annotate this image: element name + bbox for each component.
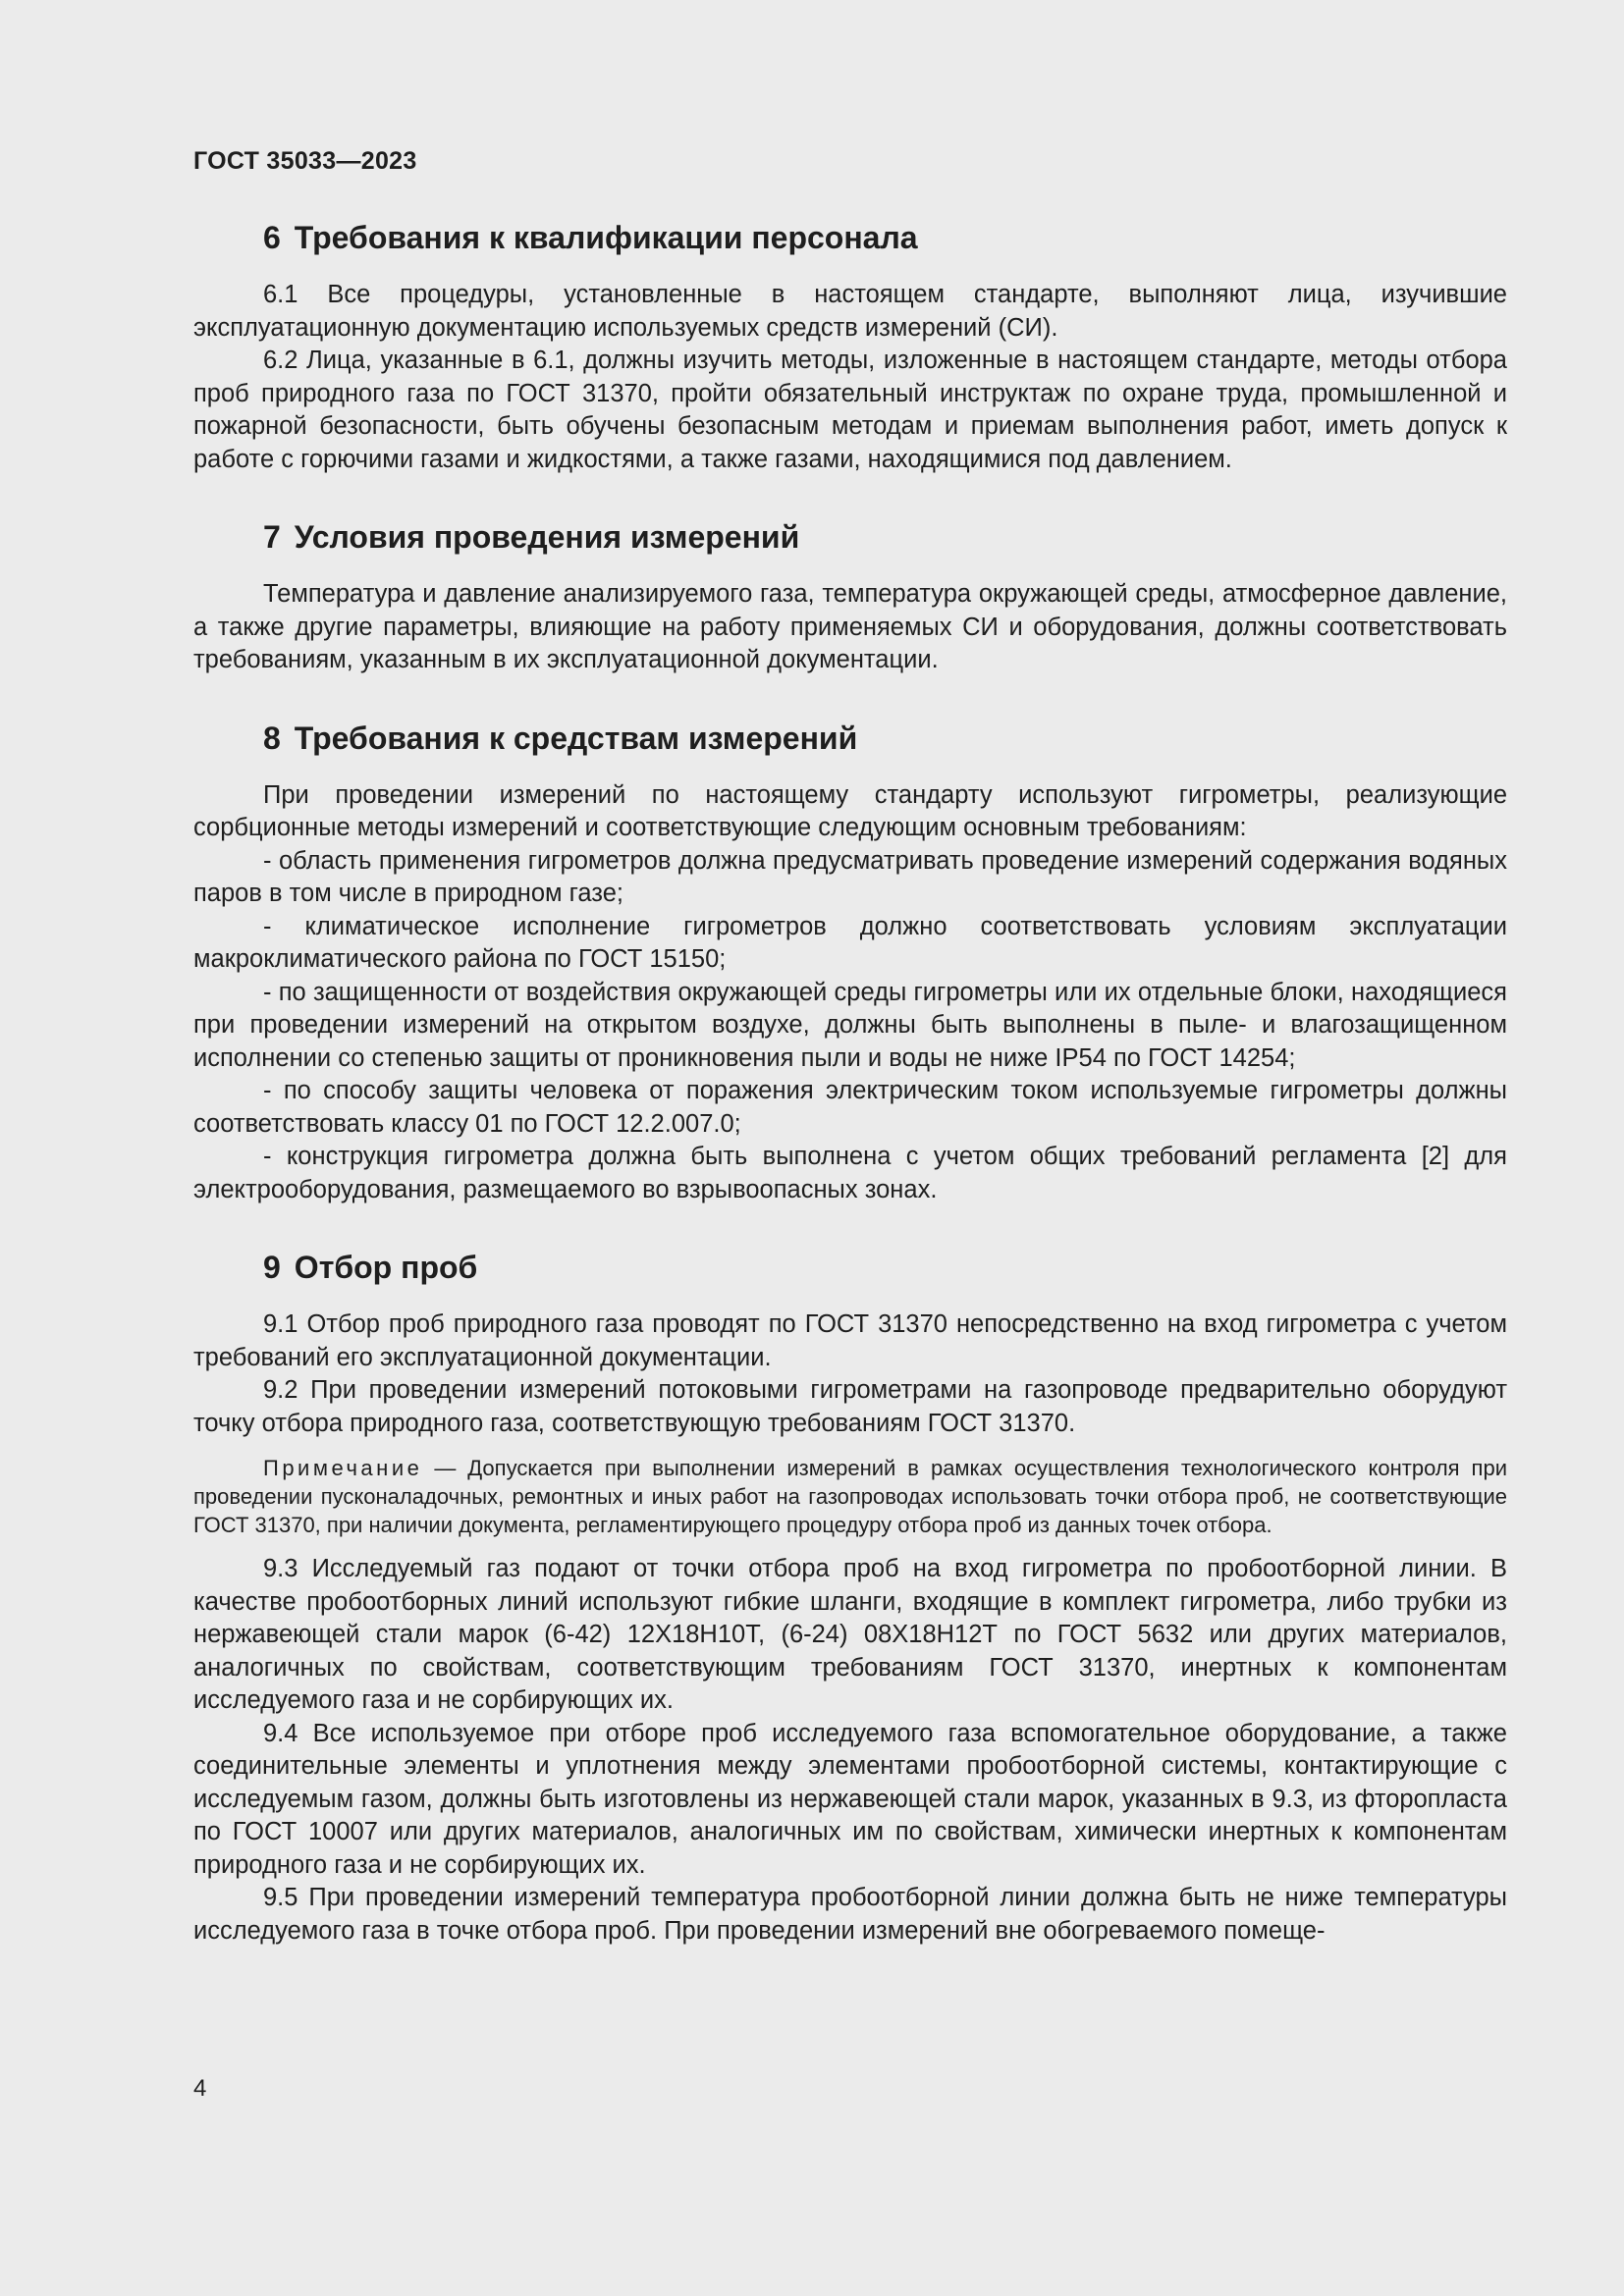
document-body [193,218,1507,1989]
paragraph-7: Температура и давление анализируемого газа, температура окружающей среды, атмосферное давление, а также другие параметры, влияющие на работу применяемых СИ и оборудования, должны соответствовать требованиям, указанным в их эксплуатационной документации. [193,580,1507,673]
paragraph-9-3: 9.3 Исследуемый газ подают от точки отбора проб на вход гигрометра по пробоотборной линии. В качестве пробоотборных линий используют гибкие шланги, входящие в комплект гигрометра, либо трубки из нержавеющей стали марок (6-42) 12Х18Н10Т, (6-24) 08Х18Н12Т по ГОСТ 5632 или других материалов, аналогичных по свойствам, соответствующим требованиям ГОСТ 31370, инертных к компонентам исследуемого газа и не сорбирующих их. [193,1555,1507,1714]
page-number: 4 [193,2075,207,2102]
list-item: - климатическое исполнение гигрометров должно соответствовать условиям эксплуатации макроклиматического района по ГОСТ 15150; [193,912,1507,973]
section-title: Отбор проб [294,1250,478,1285]
paragraph-8-intro: При проведении измерений по настоящему стандарту используют гигрометры, реализующие сорбционные методы измерений и соответствующие следующим основным требованиям: [193,780,1507,841]
paragraph-9-5: 9.5 При проведении измерений температура пробоотборной линии должна быть не ниже температуры исследуемого газа в точке отбора проб. При проведении измерений вне обогреваемого помеще- [193,1884,1507,1945]
paragraph-9-1: 9.1 Отбор проб природного газа проводят по ГОСТ 31370 непосредственно на вход гигрометра с учетом требований его эксплуатационной документации. [193,1310,1507,1371]
section-title: Требования к квалификации персонала [294,220,918,255]
section-number: 9 [263,1250,281,1285]
paragraph-6-1: 6.1 Все процедуры, установленные в настоящем стандарте, выполняют лица, изучившие эксплуатационную документацию используемых средств измерений (СИ). [193,281,1507,342]
document-header: ГОСТ 35033—2023 [193,147,417,175]
section-7-heading [193,517,1507,557]
list-item: - по способу защиты человека от поражения электрическим током используемые гигрометры должны соответствовать классу 01 по ГОСТ 12.2.007.0; [193,1077,1507,1138]
note-text: — Допускается при выполнении измерений в рамках осуществления технологического контроля при проведении пусконаладочных, ремонтных и иных работ на газопроводах использовать точки отбора проб, не соответствующие ГОСТ 31370, при наличии документа, регламентирующего процедуру отбора проб из данных точек отбора. [193,1456,1507,1537]
list-item: - конструкция гигрометра должна быть выполнена с учетом общих требований регламента [2] для электрооборудования, размещаемого во взрывоопасных зонах. [193,1143,1507,1203]
section-title: Условия проведения измерений [294,519,800,555]
section-9 [193,1248,1507,1948]
section-number: 7 [263,519,281,555]
list-item: - область применения гигрометров должна предусматривать проведение измерений содержания водяных паров в том числе в природном газе; [193,846,1507,907]
section-8-heading [193,719,1507,758]
section-title: Требования к средствам измерений [294,720,858,756]
section-6 [193,218,1507,476]
paragraph-6-2: 6.2 Лица, указанные в 6.1, должны изучить методы, изложенные в настоящем стандарте, методы отбора проб природного газа по ГОСТ 31370, пройти обязательный инструктаж по охране труда, промышленной и пожарной безопасности, быть обучены безопасным методам и приемам выполнения работ, иметь допуск к работе с горючими газами и жидкостями, а также газами, находящимися под давлением. [193,347,1507,473]
paragraph-9-2: 9.2 При проведении измерений потоковыми гигрометрами на газопроводе предварительно оборудуют точку отбора природного газа, соответствующую требованиям ГОСТ 31370. [193,1376,1507,1437]
note [193,1454,1507,1539]
section-8 [193,719,1507,1207]
list-item: - по защищенности от воздействия окружающей среды гигрометры или их отдельные блоки, находящиеся при проведении измерений на открытом воздухе, должны быть выполнены в пыле- и влагозащищенном исполнении со степенью защиты от проникновения пыли и воды не ниже IP54 по ГОСТ 14254; [193,978,1507,1072]
section-6-heading [193,218,1507,257]
section-number: 6 [263,220,281,255]
paragraph-9-4: 9.4 Все используемое при отборе проб исследуемого газа вспомогательное оборудование, а также соединительные элементы и уплотнения между элементами пробоотборной системы, контактирующие с исследуемым газом, должны быть изготовлены из нержавеющей стали марок, указанных в 9.3, из фторопласта по ГОСТ 10007 или других материалов, аналогичных им по свойствам, химически инертных к компонентам природного газа и не сорбирующих их. [193,1719,1507,1879]
note-label: Примечание [263,1456,423,1480]
section-number: 8 [263,720,281,756]
section-9-heading [193,1248,1507,1287]
section-7 [193,517,1507,677]
